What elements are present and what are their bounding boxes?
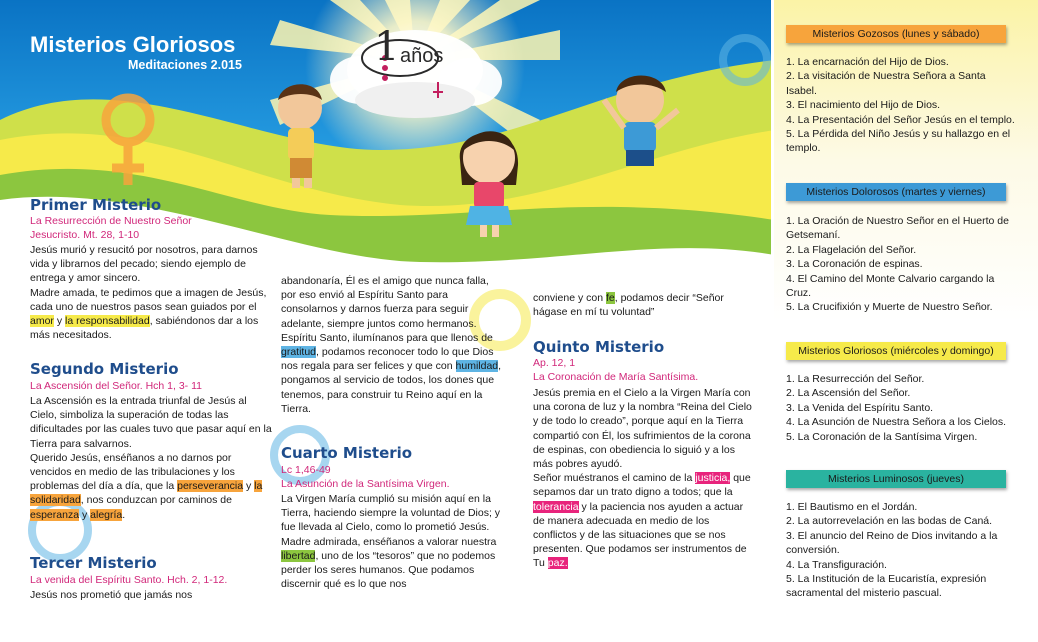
badge-number: 1 <box>374 24 400 70</box>
highlight-solidaridad: la solidaridad <box>30 480 263 507</box>
highlight-tolerancia: tolerancia <box>533 500 579 513</box>
mystery-4-title: Cuarto Misterio <box>281 444 413 462</box>
list-item: 5. La Institución de la Eucaristía, expresión sacramental del misterio pascual. <box>786 573 987 600</box>
mystery-3-title: Tercer Misterio <box>30 554 157 572</box>
gloriosos-header: Misterios Gloriosos (miércoles y domingo) <box>786 342 1006 360</box>
highlight-justicia: justicia, <box>695 472 731 485</box>
mystery-4-p3: conviene y con fe, podamos decir “Señor hágase en mí tu voluntad” <box>533 292 724 319</box>
highlight-responsabilidad: la responsabilidad <box>65 315 150 328</box>
mystery-1-p1: Jesús murió y resucitó por nosotros, para darnos vida y librarnos del pecado; siendo ejemplo de entrega y amor sincero. <box>30 244 258 285</box>
list-item: 4. El Camino del Monte Calvario cargando la Cruz. <box>786 272 995 300</box>
list-item: 3. El anuncio del Reino de Dios invitando a la conversión. <box>786 529 998 557</box>
mystery-4-p1: La Virgen María cumplió su misión aquí en la Tierra, haciendo siempre la voluntad de Dios; y fue llevada al Cielo, como lo prometió Jesús. <box>281 493 501 534</box>
mystery-2-text <box>30 394 272 522</box>
child-girl-center <box>460 131 518 237</box>
list-item: 2. La autorrevelación en las bodas de Caná. <box>786 515 993 528</box>
mystery-4-text <box>281 492 506 591</box>
list-item: 3. La Coronación de espinas. <box>786 258 923 271</box>
highlight-alegria: alegría <box>90 508 123 521</box>
list-item: 1. La Resurrección del Señor. <box>786 373 925 385</box>
list-item: 4. La Transfiguración. <box>786 558 887 571</box>
list-item: 5. La Pérdida del Niño Jesús y su hallazgo en el templo. <box>786 128 1011 155</box>
list-item: 4. La Presentación del Señor Jesús en el templo. <box>786 113 1015 126</box>
mystery-1-p2: Madre amada, te pedimos que a imagen de Jesús, cada uno de nuestros pasos sean guiados por el amor y la responsabilidad, sabiéndonos dar a los más necesitados. <box>30 286 267 342</box>
mystery-1-title: Primer Misterio <box>30 196 162 214</box>
mystery-5-text <box>533 386 755 571</box>
list-item: 3. El nacimiento del Hijo de Dios. <box>786 99 941 112</box>
luminosos-list <box>786 500 1018 601</box>
list-item: 2. La visitación de Nuestra Señora a Santa Isabel. <box>786 70 986 97</box>
highlight-libertad: libertad <box>281 549 316 562</box>
mystery-5-p2: Señor muéstranos el camino de la justicia, que sepamos dar un trato digno a todos; que la tolerancia y la paciencia nos ayuden a actuar de manera adecuada en medio de los conflictos y de las situaciones que se nos presenten. Que podamos ser instrumentos de Tu paz. <box>533 472 751 570</box>
mystery-2-p2: Querido Jesús, enséñanos a no darnos por vencidos en medio de las tribulaciones y los problemas del día a día, que la perseverancia y la solidaridad, nos conduzcan por caminos de esperanza y alegría. <box>30 451 263 521</box>
gozosos-list <box>786 55 1018 156</box>
mystery-4-p2: Madre admirada, enséñanos a valorar nuestra libertad, uno de los “tesoros” que no podemos perder los seres humanos. Que podamos discernir qué es lo que nos <box>281 535 497 591</box>
gloriosos-list <box>786 372 1018 444</box>
mystery-4-subtitle: La Asunción de la Santísima Virgen. <box>281 478 450 490</box>
mystery-1-subtitle: La Resurrección de Nuestro Señor Jesucristo. Mt. 28, 1-10 <box>30 215 192 241</box>
mystery-4-ref: Lc 1,46-49 <box>281 464 331 476</box>
list-item: 4. La Asunción de Nuestra Señora a los Cielos. <box>786 416 1007 429</box>
list-item: 5. La Coronación de la Santísima Virgen. <box>786 430 978 443</box>
list-item: 1. La Oración de Nuestro Señor en el Huerto de Getsemaní. <box>786 215 1009 242</box>
sidebar-divider <box>771 0 774 642</box>
mystery-5-title: Quinto Misterio <box>533 338 665 356</box>
highlight-humildad: humildad <box>455 360 499 373</box>
mystery-2-p1: La Ascensión es la entrada triunfal de Jesús al Cielo, simboliza la superación de todas las dificultades por las cuales tuvo que pasar aquí en la Tierra para salvarnos. <box>30 395 272 450</box>
list-item: 3. La Venida del Espíritu Santo. <box>786 401 934 414</box>
list-item: 2. La Ascensión del Señor. <box>786 387 911 400</box>
page-subtitle: Meditaciones 2.015 <box>128 58 242 72</box>
highlight-fe: fe <box>605 292 615 304</box>
highlight-perseverancia: perseverancia <box>177 480 244 493</box>
mystery-3-continued <box>281 274 506 416</box>
list-item: 1. El Bautismo en el Jordán. <box>786 501 918 513</box>
mystery-5-subtitle: La Coronación de María Santísima. <box>533 371 699 383</box>
mystery-3-subtitle: La venida del Espíritu Santo. Hch. 2, 1-12. <box>30 574 228 586</box>
gozosos-header: Misterios Gozosos (lunes y sábado) <box>786 25 1006 43</box>
mystery-2-title: Segundo Misterio <box>30 360 179 378</box>
list-item: 5. La Crucifixión y Muerte de Nuestro Señor. <box>786 301 993 314</box>
highlight-paz: paz. <box>547 557 568 570</box>
list-item: 1. La encarnación del Hijo de Dios. <box>786 56 949 68</box>
mystery-5-ref: Ap. 12, 1 <box>533 357 576 369</box>
luminosos-header: Misterios Luminosos (jueves) <box>786 470 1006 488</box>
mystery-3-p3: Espíritu Santo, ilumínanos para que llenos de gratitud, podamos reconocer todo lo que Dios nos regala para ser felices y que con humildad, pongamos al servicio de todos, los dones que tenemos, para construir tu Reino aquí en la Tierra. <box>281 331 502 415</box>
badge-text: años <box>400 45 444 67</box>
highlight-amor: amor <box>30 315 54 328</box>
list-item: 2. La Flagelación del Señor. <box>786 243 917 256</box>
mystery-2-subtitle: La Ascensión del Señor. Hch 1, 3- 11 <box>30 380 202 392</box>
dolorosos-list <box>786 214 1018 315</box>
highlight-esperanza: esperanza <box>30 508 80 521</box>
mystery-5-p1: Jesús premia en el Cielo a la Virgen María con una corona de luz y la nombra “Reina del Cielo y de todo lo creado”, porque aquí en la Tierra compartió con Él, los sufrimientos de la corona de espinas, con obediencia lo siguió y a los más pobres ayudó. <box>533 387 752 471</box>
dolorosos-header: Misterios Dolorosos (martes y viernes) <box>786 183 1006 201</box>
mystery-1-text <box>30 243 272 342</box>
highlight-gratitud: gratitud <box>281 346 317 359</box>
page-title: Misterios Gloriosos <box>30 32 236 57</box>
mystery-3-p1: Jesús nos prometió que jamás nos <box>30 589 193 601</box>
mystery-3-p2: abandonaría, Él es el amigo que nunca falla, por eso envió al Espíritu Santo para consolarnos y darnos fuerza para seguir adelante, siempre juntos como hermanos. <box>281 275 489 330</box>
